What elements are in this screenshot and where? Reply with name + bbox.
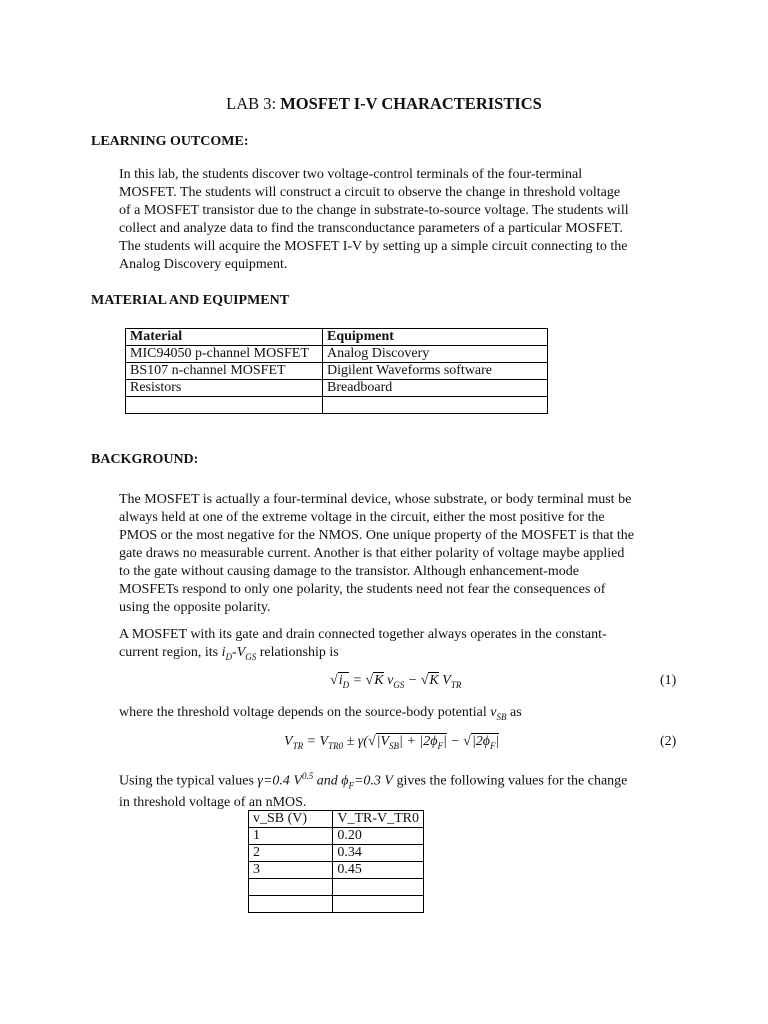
paragraph-line: collect and analyze data to find the transconductance parameters of a particular MOSFET.	[119, 221, 623, 236]
paragraph-line: where the threshold voltage depends on the source-body potential $v_{SB}$ as	[119, 705, 522, 722]
paragraph-line: The students will acquire the MOSFET I-V by setting up a simple circuit connecting to the	[119, 239, 628, 254]
paragraph-line: Using the typical values γ=0.4 $V^{0.5}$ and $\phi_F=0.3$ V gives the following values for the change	[119, 771, 628, 791]
title-main: MOSFET I-V CHARACTERISTICS	[280, 94, 542, 113]
materials-table	[125, 328, 548, 414]
table-header-cell: v_SB (V)	[249, 811, 333, 828]
paragraph-line: The MOSFET is actually a four-terminal device, whose substrate, or body terminal must be	[119, 492, 632, 507]
paragraph-line: Analog Discovery equipment.	[119, 257, 288, 272]
table-header-cell: Material	[126, 329, 323, 346]
page-title	[0, 94, 768, 114]
table-cell: 0.45	[333, 862, 424, 879]
material-equipment-heading: MATERIAL AND EQUIPMENT	[91, 293, 290, 308]
learning-outcome-heading: LEARNING OUTCOME:	[91, 134, 249, 149]
paragraph-line: of a MOSFET transistor due to the change in substrate-to-source voltage. The students will	[119, 203, 629, 218]
table-cell	[249, 896, 333, 913]
equation-1-number: (1)	[660, 673, 677, 688]
paragraph-line: In this lab, the students discover two voltage-control terminals of the four-terminal	[119, 167, 583, 182]
background-heading: BACKGROUND:	[91, 452, 199, 467]
equation-2: $V_{TR} = V_{TR0} \pm \gamma(√|V_{SB}| + |2\phi_F| - √|2\phi_F|$	[284, 734, 500, 751]
threshold-dependence-paragraph	[119, 704, 679, 726]
paragraph-line: in threshold voltage of an nMOS.	[119, 795, 307, 811]
table-cell: 2	[249, 845, 333, 862]
table-row	[126, 346, 548, 363]
typical-values-paragraph	[119, 767, 679, 812]
table-row	[126, 363, 548, 380]
table-cell: Digilent Waveforms software	[323, 363, 548, 380]
title-prefix: LAB 3:	[226, 94, 277, 113]
table-cell	[249, 879, 333, 896]
table-cell: 0.34	[333, 845, 424, 862]
table-cell: Analog Discovery	[323, 346, 548, 363]
table-cell	[126, 397, 323, 414]
paragraph-line: to the gate without causing damage to the transistor. Although enhancement-mode	[119, 564, 579, 579]
table-cell: 1	[249, 828, 333, 845]
table-row	[249, 862, 424, 879]
table-cell	[323, 397, 548, 414]
table-cell: BS107 n-channel MOSFET	[126, 363, 323, 380]
background-paragraph	[119, 491, 679, 617]
vsb-symbol: $v_{SB}$	[490, 705, 507, 722]
equation-2-number: (2)	[660, 734, 677, 749]
table-header-cell: Equipment	[323, 329, 548, 346]
paragraph-line: using the opposite polarity.	[119, 600, 271, 615]
table-header-cell: V_TR-V_TR0	[333, 811, 424, 828]
table-row	[126, 397, 548, 414]
paragraph-line: MOSFET. The students will construct a circuit to observe the change in threshold voltage	[119, 185, 621, 200]
constant-current-paragraph	[119, 626, 679, 666]
table-cell	[333, 879, 424, 896]
paragraph-line: current region, its $i_D-V_{GS}$ relationship is	[119, 645, 339, 662]
paragraph-line: A MOSFET with its gate and drain connected together always operates in the constant-	[119, 627, 607, 642]
paragraph-line: always held at one of the extreme voltage in the circuit, either the most positive for the	[119, 510, 605, 525]
id-vgs-symbol: $i_D-V_{GS}$	[221, 645, 257, 662]
paragraph-line: PMOS or the most negative for the NMOS. One unique property of the MOSFET is that the	[119, 528, 634, 543]
table-row	[249, 896, 424, 913]
table-row	[126, 380, 548, 397]
table-row	[249, 828, 424, 845]
table-cell: Resistors	[126, 380, 323, 397]
paragraph-line: gate draws no measurable current. Another is that either polarity of voltage maybe applied	[119, 546, 625, 561]
table-cell	[333, 896, 424, 913]
table-cell: Breadboard	[323, 380, 548, 397]
table-cell: MIC94050 p-channel MOSFET	[126, 346, 323, 363]
threshold-table	[248, 810, 424, 913]
table-row	[249, 879, 424, 896]
table-row	[249, 845, 424, 862]
table-header-row	[249, 811, 424, 828]
learning-outcome-paragraph	[119, 166, 679, 274]
equation-1: $√i_D = √K$ $v_{GS} - √K$ $V_{TR}$	[330, 673, 462, 690]
paragraph-line: MOSFETs respond to only one polarity, the students need not fear the consequences of	[119, 582, 606, 597]
table-header-row	[126, 329, 548, 346]
table-cell: 0.20	[333, 828, 424, 845]
table-cell: 3	[249, 862, 333, 879]
